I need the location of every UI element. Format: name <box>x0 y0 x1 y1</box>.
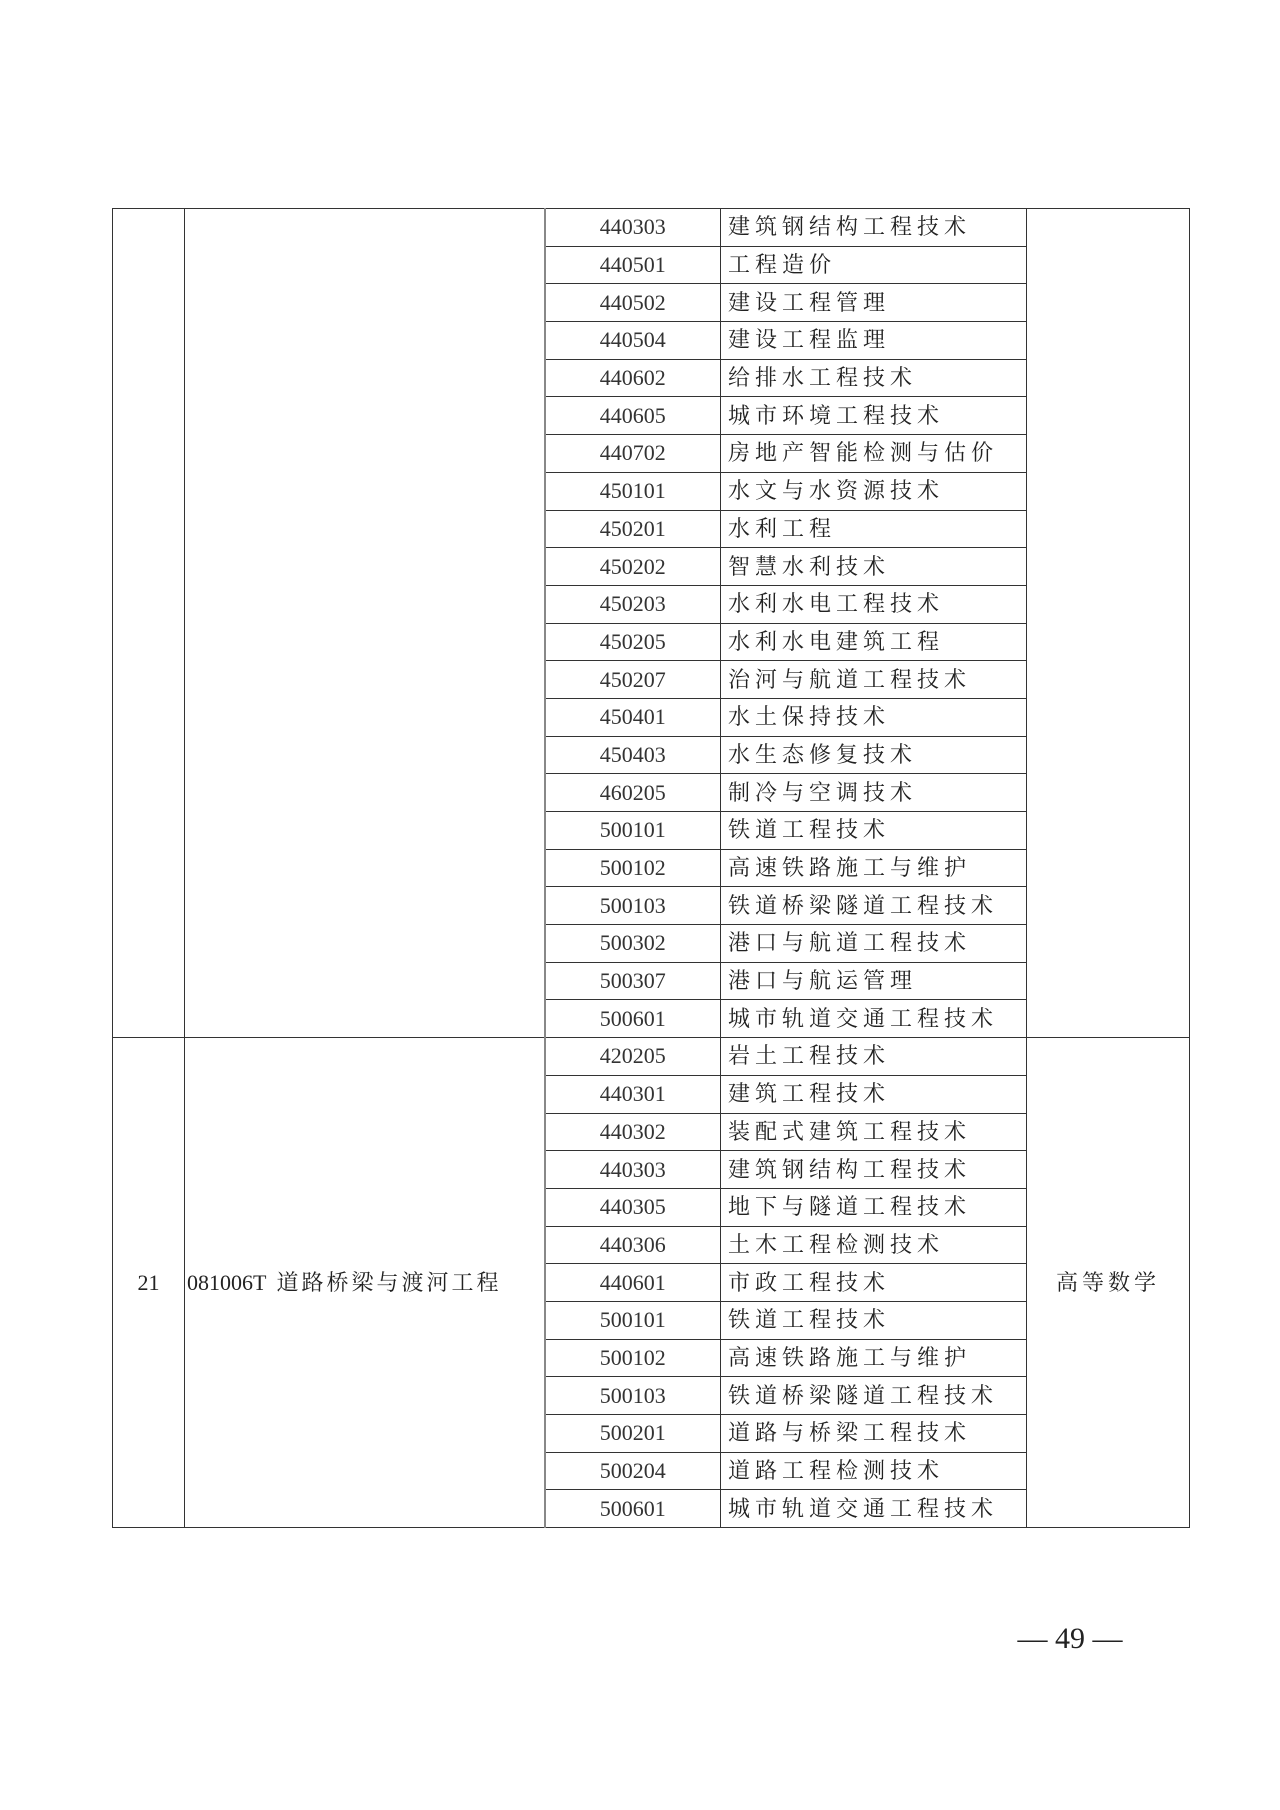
vocational-major-code: 450205 <box>545 623 721 661</box>
vocational-major-name: 水利工程 <box>721 510 1027 548</box>
vocational-major-code: 500102 <box>545 849 721 887</box>
vocational-major-name: 道路与桥梁工程技术 <box>721 1415 1027 1453</box>
vocational-major-name: 水土保持技术 <box>721 698 1027 736</box>
major-mapping-table <box>112 208 1190 1528</box>
vocational-major-name: 建筑钢结构工程技术 <box>721 209 1027 247</box>
vocational-major-code: 500101 <box>545 1301 721 1339</box>
row-number-cell: 21 <box>113 1038 185 1528</box>
table-body <box>113 209 1190 1528</box>
vocational-major-code: 450207 <box>545 661 721 699</box>
vocational-major-code: 450401 <box>545 698 721 736</box>
vocational-major-name: 建筑工程技术 <box>721 1075 1027 1113</box>
vocational-major-name: 治河与航道工程技术 <box>721 661 1027 699</box>
vocational-major-code: 440502 <box>545 284 721 322</box>
vocational-major-code: 440305 <box>545 1188 721 1226</box>
exam-subject-cell: 高等数学 <box>1027 1038 1190 1528</box>
vocational-major-code: 450203 <box>545 585 721 623</box>
vocational-major-code: 440303 <box>545 1151 721 1189</box>
vocational-major-name: 制冷与空调技术 <box>721 774 1027 812</box>
vocational-major-name: 水利水电工程技术 <box>721 585 1027 623</box>
vocational-major-name: 港口与航运管理 <box>721 962 1027 1000</box>
vocational-major-name: 铁道桥梁隧道工程技术 <box>721 887 1027 925</box>
vocational-major-code: 440501 <box>545 246 721 284</box>
vocational-major-name: 装配式建筑工程技术 <box>721 1113 1027 1151</box>
row-number-cell <box>113 209 185 1038</box>
vocational-major-code: 500201 <box>545 1415 721 1453</box>
vocational-major-code: 440504 <box>545 322 721 360</box>
vocational-major-code: 440301 <box>545 1075 721 1113</box>
vocational-major-code: 440605 <box>545 397 721 435</box>
vocational-major-name: 给排水工程技术 <box>721 359 1027 397</box>
vocational-major-code: 450202 <box>545 548 721 586</box>
undergrad-major-name: 道路桥梁与渡河工程 <box>276 1269 502 1295</box>
vocational-major-name: 建设工程监理 <box>721 322 1027 360</box>
vocational-major-code: 500103 <box>545 887 721 925</box>
vocational-major-code: 500302 <box>545 925 721 963</box>
vocational-major-code: 460205 <box>545 774 721 812</box>
vocational-major-name: 城市轨道交通工程技术 <box>721 1000 1027 1038</box>
vocational-major-code: 440601 <box>545 1264 721 1302</box>
vocational-major-code: 450101 <box>545 472 721 510</box>
vocational-major-name: 城市环境工程技术 <box>721 397 1027 435</box>
vocational-major-name: 地下与隧道工程技术 <box>721 1188 1027 1226</box>
vocational-major-code: 440302 <box>545 1113 721 1151</box>
vocational-major-code: 440602 <box>545 359 721 397</box>
vocational-major-name: 土木工程检测技术 <box>721 1226 1027 1264</box>
undergrad-major-cell <box>185 209 545 1038</box>
exam-subject-cell <box>1027 209 1190 1038</box>
vocational-major-code: 500601 <box>545 1000 721 1038</box>
vocational-major-code: 500103 <box>545 1377 721 1415</box>
table-row <box>113 1038 1190 1076</box>
page-number: — 49 — <box>1017 1622 1123 1655</box>
vocational-major-code: 450201 <box>545 510 721 548</box>
vocational-major-code: 500102 <box>545 1339 721 1377</box>
undergrad-major-code: 081006T <box>187 1269 267 1295</box>
vocational-major-name: 水利水电建筑工程 <box>721 623 1027 661</box>
vocational-major-code: 440702 <box>545 435 721 473</box>
vocational-major-name: 工程造价 <box>721 246 1027 284</box>
vocational-major-code: 500101 <box>545 812 721 850</box>
vocational-major-name: 城市轨道交通工程技术 <box>721 1490 1027 1528</box>
vocational-major-name: 建筑钢结构工程技术 <box>721 1151 1027 1189</box>
vocational-major-name: 铁道工程技术 <box>721 1301 1027 1339</box>
vocational-major-name: 岩土工程技术 <box>721 1038 1027 1076</box>
vocational-major-code: 420205 <box>545 1038 721 1076</box>
vocational-major-code: 440303 <box>545 209 721 247</box>
vocational-major-name: 建设工程管理 <box>721 284 1027 322</box>
vocational-major-name: 铁道工程技术 <box>721 812 1027 850</box>
vocational-major-name: 市政工程技术 <box>721 1264 1027 1302</box>
vocational-major-code: 500601 <box>545 1490 721 1528</box>
vocational-major-name: 高速铁路施工与维护 <box>721 849 1027 887</box>
vocational-major-code: 450403 <box>545 736 721 774</box>
vocational-major-code: 500204 <box>545 1452 721 1490</box>
vocational-major-name: 智慧水利技术 <box>721 548 1027 586</box>
vocational-major-code: 440306 <box>545 1226 721 1264</box>
vocational-major-code: 500307 <box>545 962 721 1000</box>
vocational-major-name: 高速铁路施工与维护 <box>721 1339 1027 1377</box>
vocational-major-name: 水文与水资源技术 <box>721 472 1027 510</box>
vocational-major-name: 道路工程检测技术 <box>721 1452 1027 1490</box>
vocational-major-name: 房地产智能检测与估价 <box>721 435 1027 473</box>
table-row <box>113 209 1190 247</box>
vocational-major-name: 港口与航道工程技术 <box>721 925 1027 963</box>
vocational-major-name: 铁道桥梁隧道工程技术 <box>721 1377 1027 1415</box>
vocational-major-name: 水生态修复技术 <box>721 736 1027 774</box>
undergrad-major-cell <box>185 1038 545 1528</box>
